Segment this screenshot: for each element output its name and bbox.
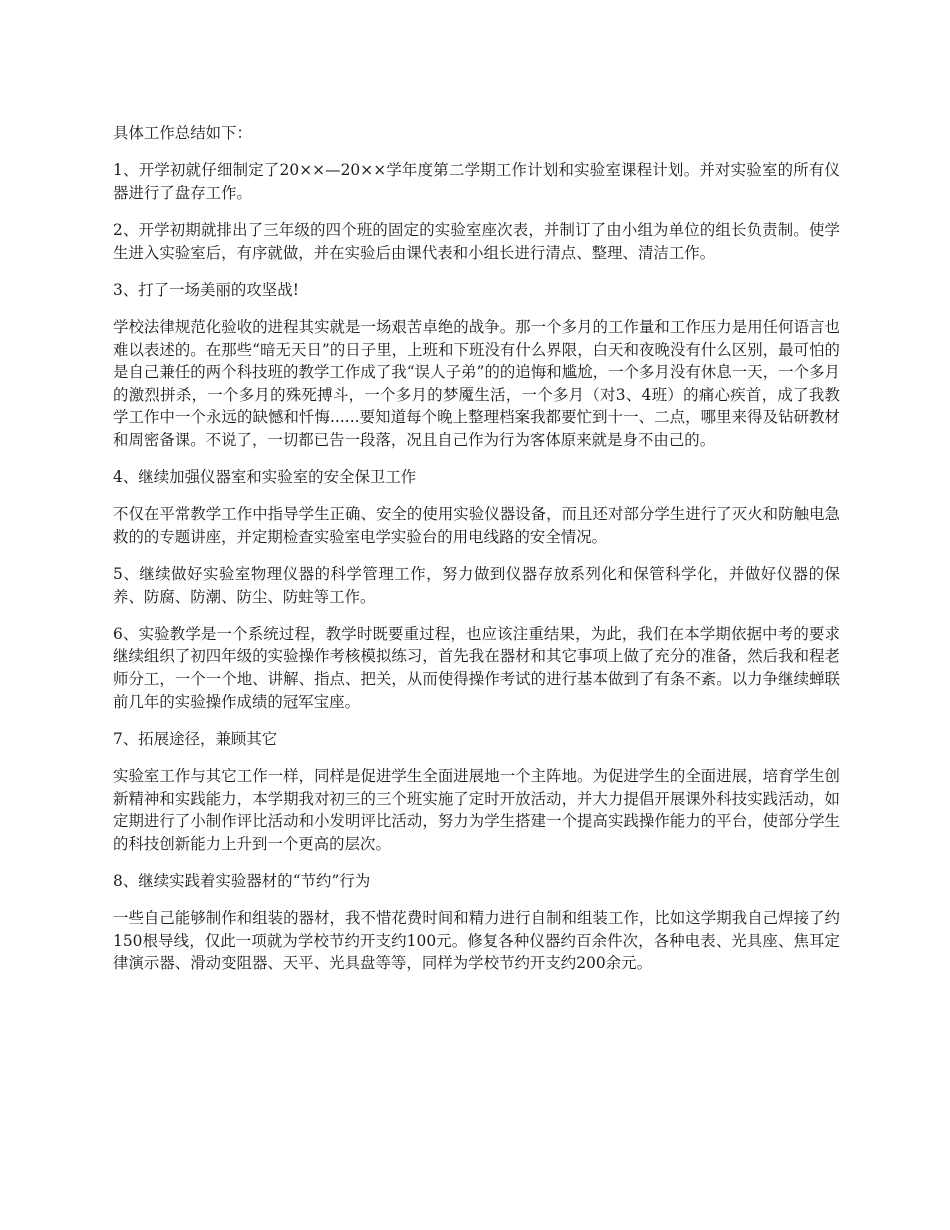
item-7-body-paragraph: 实验室工作与其它工作一样，同样是促进学生全面进展地一个主阵地。为促进学生的全面进展，培育学生创新精神和实践能力，本学期我对初三的三个班实施了定时开放活动，并大力提倡开展课外科技实践活动，如定期进行了小制作评比活动和小发明评比活动，努力为学生搭建一个提高实践操作能力的平台，使部分学生的科技创新能力上升到一个更高的层次。 xyxy=(113,767,840,853)
intro-line: 具体工作总结如下： xyxy=(113,124,252,142)
item-3-body-paragraph: 学校法律规范化验收的进程其实就是一场艰苦卓绝的战争。那一个多月的工作量和工作压力是用任何语言也难以表述的。在那些“暗无天日”的日子里，上班和下班没有什么界限，白天和夜晚没有什么区别，最可怕的是自己兼任的两个科技班的教学工作成了我“误人子弟”的的追悔和尴尬，一个多月没有休息一天，一个多月的激烈拼杀，一个多月的殊死搏斗，一个多月的梦魇生活，一个多月（对3、4班）的痛心疾首，成了我教学工作中一个永远的缺憾和忏悔......要知道每个晚上整理档案我都要忙到十一、二点，哪里来得及钻研教材和周密备课。不说了，一切都已告一段落，况且自己作为行为客体原来就是身不由己的。 xyxy=(113,317,840,449)
item-4-heading: 4、继续加强仪器室和实验室的安全保卫工作 xyxy=(113,468,417,487)
item-2-paragraph: 2、开学初期就排出了三年级的四个班的固定的实验室座次表，并制订了由小组为单位的组长负责制。使学生进入实验室后，有序就做，并在实验后由课代表和小组长进行清点、整理、清洁工作。 xyxy=(113,220,840,262)
item-8-body-paragraph: 一些自己能够制作和组装的器材，我不惜花费时间和精力进行自制和组装工作，比如这学期我自己焊接了约150根导线，仅此一项就为学校节约开支约100元。修复各种仪器约百余件次，各种电表、光具座、焦耳定律演示器、滑动变阻器、天平、光具盘等等，同样为学校节约开支约200余元。 xyxy=(113,909,840,973)
item-5-paragraph: 5、继续做好实验室物理仪器的科学管理工作，努力做到仪器存放系列化和保管科学化，并做好仪器的保养、防腐、防潮、防尘、防蛀等工作。 xyxy=(113,565,840,606)
item-8-heading: 8、继续实践着实验器材的“节约”行为 xyxy=(113,871,371,890)
item-1-paragraph: 1、开学初就仔细制定了20××—20××学年度第二学期工作计划和实验室课程计划。并对实验室的所有仪器进行了盘存工作。 xyxy=(113,161,840,202)
item-3-heading: 3、打了一场美丽的攻坚战! xyxy=(113,280,299,299)
item-6-paragraph: 6、实验教学是一个系统过程，教学时既要重过程，也应该注重结果，为此，我们在本学期依据中考的要求继续组织了初四年级的实验操作考核模拟练习，首先我在器材和其它事项上做了充分的准备，然后我和程老师分工，一个一个地、讲解、指点、把关，从而使得操作考试的进行基本做到了有条不紊。以力争继续蝉联前几年的实验操作成绩的冠军宝座。 xyxy=(113,624,840,711)
item-7-heading: 7、拓展途径，兼顾其它 xyxy=(113,729,278,748)
document-body xyxy=(113,122,840,990)
item-4-body-paragraph: 不仅在平常教学工作中指导学生正确、安全的使用实验仪器设备，而且还对部分学生进行了灭火和防触电急救的的专题讲座，并定期检查实验室电学实验台的用电线路的安全情况。 xyxy=(113,505,840,546)
